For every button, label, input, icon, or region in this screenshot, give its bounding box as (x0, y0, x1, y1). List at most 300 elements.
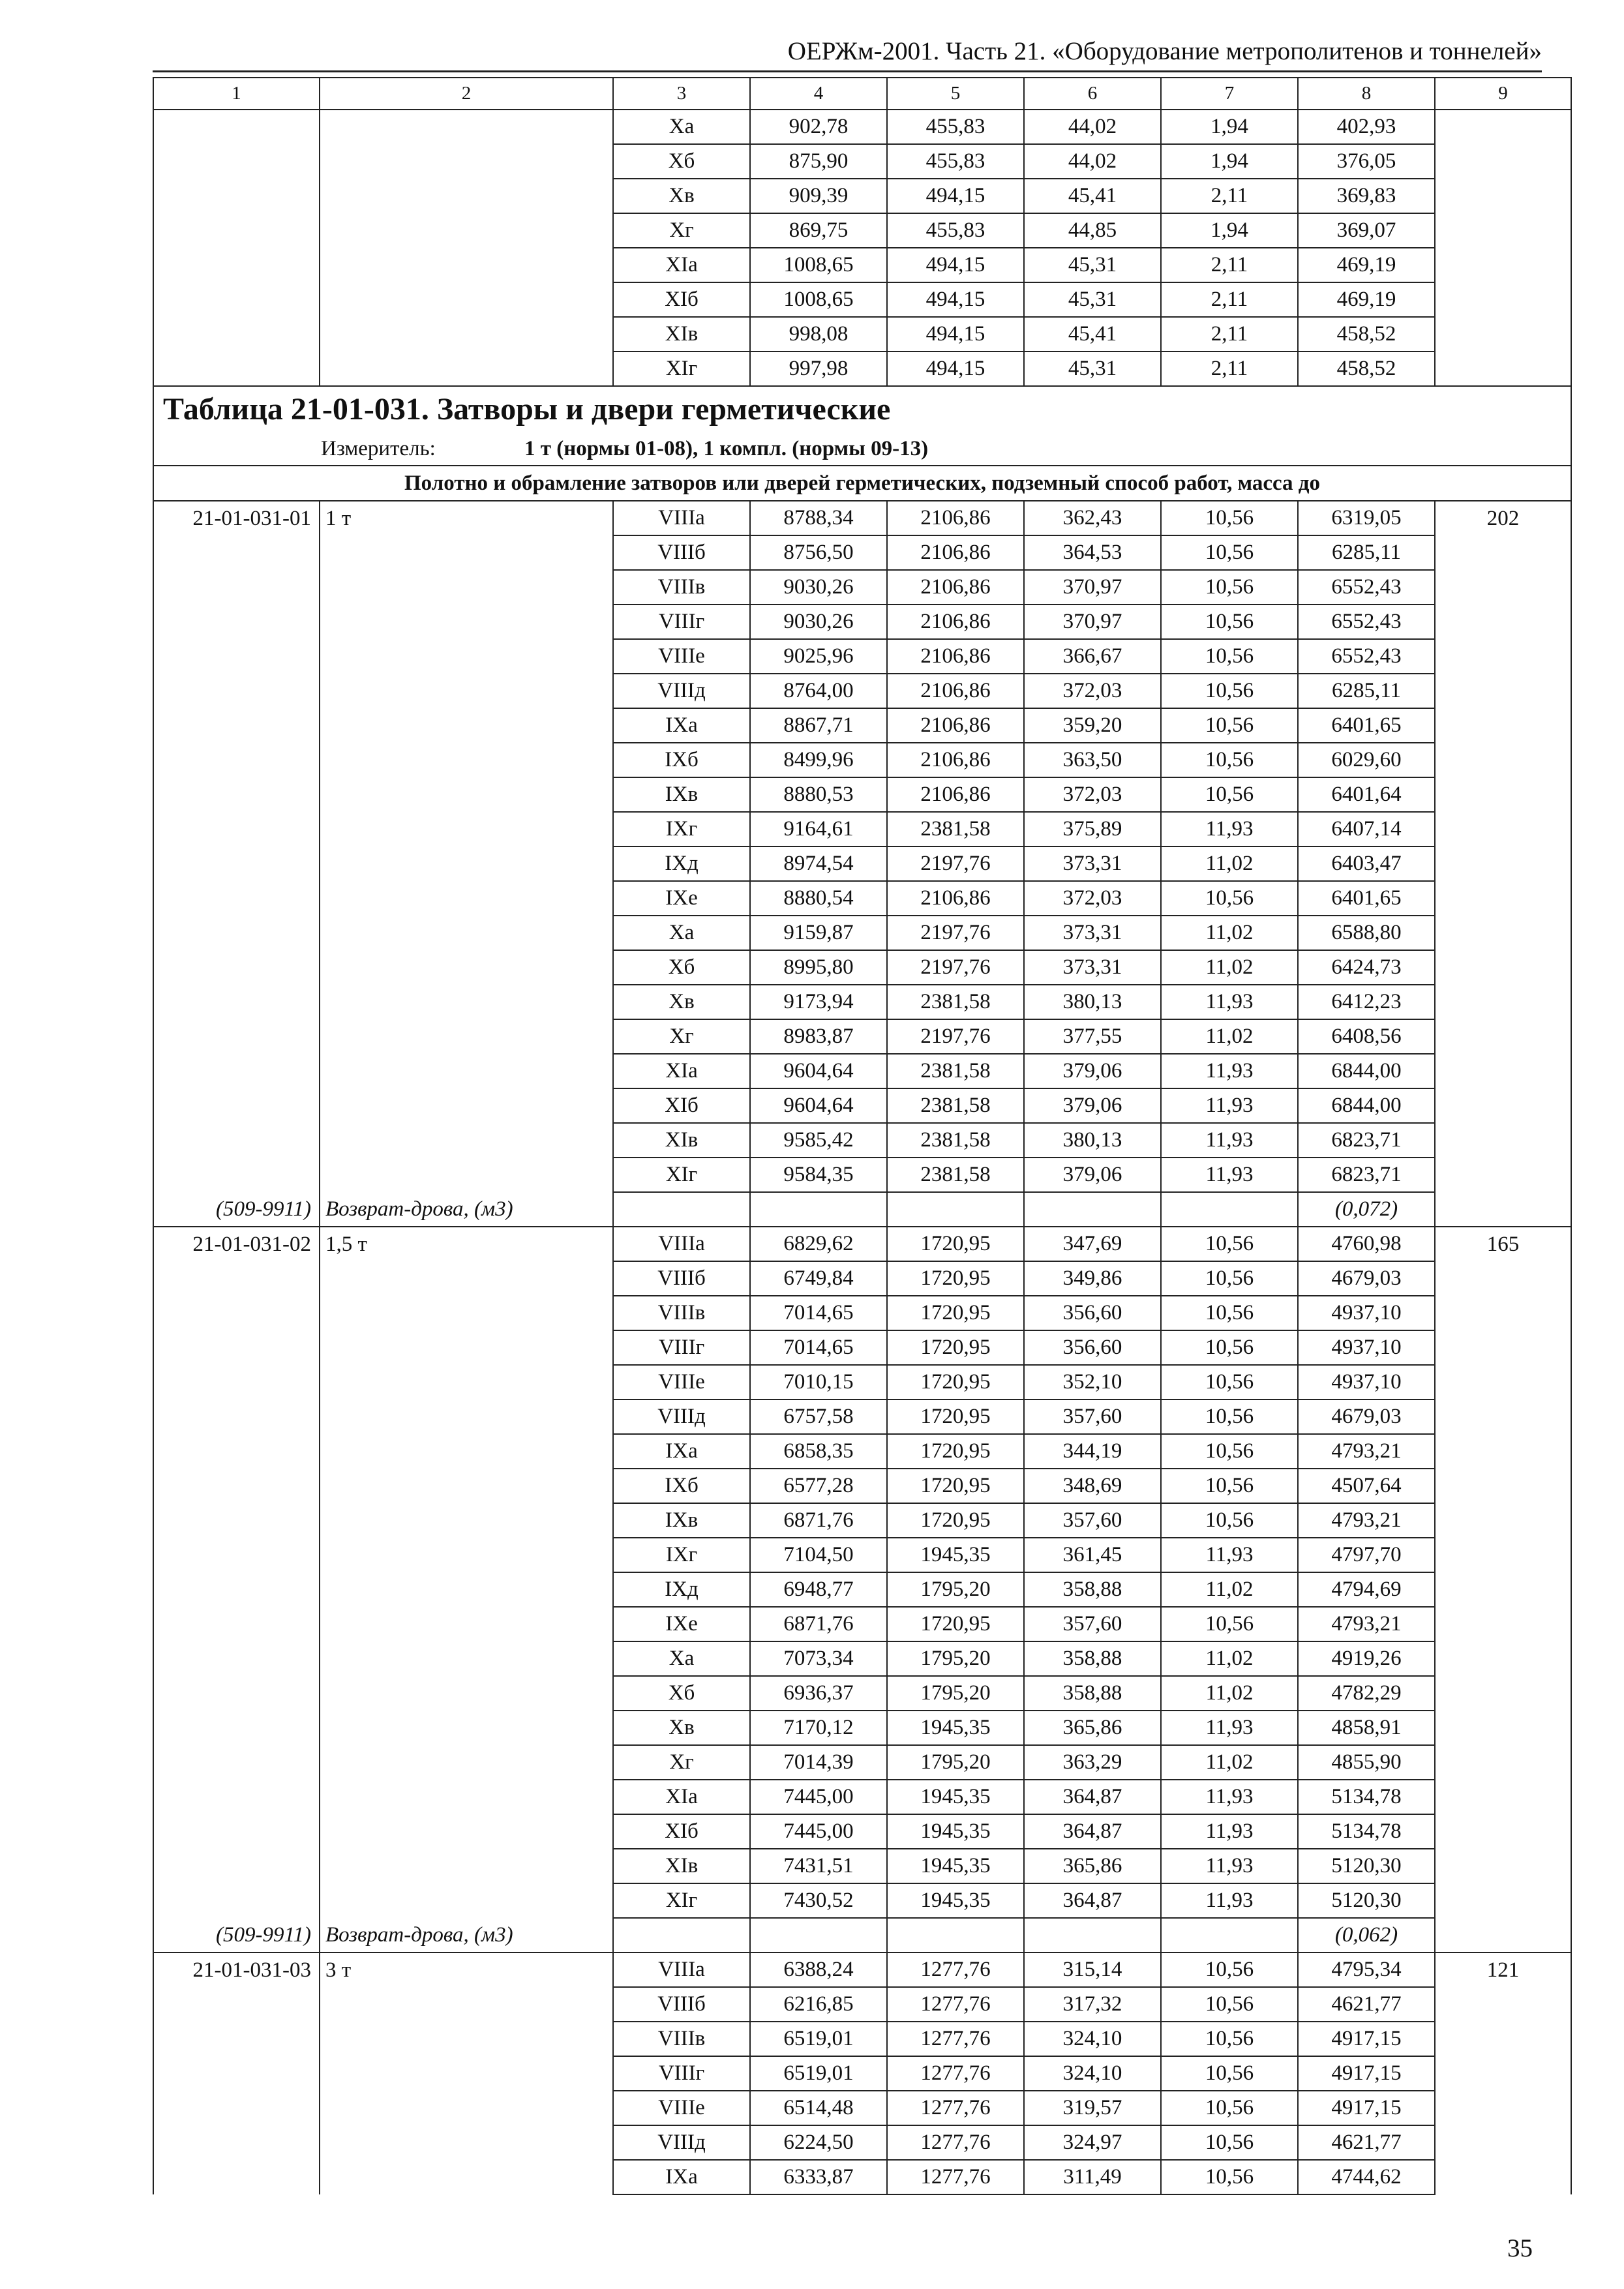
value-cell: VIIIд (613, 674, 750, 708)
column-numbers-row (153, 78, 1571, 110)
name-cell (320, 2022, 613, 2056)
value-cell: 348,69 (1024, 1469, 1161, 1503)
extra-cell (1435, 179, 1571, 213)
return-row (153, 1192, 1571, 1227)
value-cell: 44,02 (1024, 110, 1161, 144)
extra-cell (1435, 1711, 1571, 1745)
value-cell: 352,10 (1024, 1365, 1161, 1399)
table-row (153, 1883, 1571, 1918)
empty-cell (887, 1192, 1024, 1227)
table-row (153, 1538, 1571, 1572)
value-cell: 1277,76 (887, 2056, 1024, 2091)
value-cell: 11,02 (1161, 1019, 1298, 1054)
name-cell (320, 1503, 613, 1538)
value-cell: Xб (613, 1676, 750, 1711)
code-cell (153, 282, 320, 317)
value-cell: 10,56 (1161, 2056, 1298, 2091)
value-cell: 6844,00 (1298, 1054, 1435, 1088)
value-cell: 6401,65 (1298, 881, 1435, 916)
value-cell: 7014,65 (750, 1330, 887, 1365)
value-cell: Xа (613, 1641, 750, 1676)
value-cell: 1795,20 (887, 1641, 1024, 1676)
value-cell: 6424,73 (1298, 950, 1435, 985)
code-cell (153, 1572, 320, 1607)
value-cell: 494,15 (887, 317, 1024, 352)
value-cell: 11,93 (1161, 1883, 1298, 1918)
value-cell: 4744,62 (1298, 2160, 1435, 2194)
code-cell (153, 1330, 320, 1365)
name-cell (320, 1641, 613, 1676)
value-cell: IXе (613, 1607, 750, 1641)
table-row (153, 1158, 1571, 1192)
value-cell: Xг (613, 1019, 750, 1054)
value-cell: 2106,86 (887, 570, 1024, 605)
value-cell: VIIIг (613, 605, 750, 639)
value-cell: 324,10 (1024, 2022, 1161, 2056)
extra-cell (1435, 1780, 1571, 1814)
value-cell: 10,56 (1161, 2091, 1298, 2125)
value-cell: VIIIг (613, 2056, 750, 2091)
value-cell: 8983,87 (750, 1019, 887, 1054)
value-cell: 364,53 (1024, 535, 1161, 570)
value-cell: 6577,28 (750, 1469, 887, 1503)
name-cell (320, 1158, 613, 1192)
table-row (153, 1745, 1571, 1780)
value-cell: 11,02 (1161, 846, 1298, 881)
value-cell: 7014,39 (750, 1745, 887, 1780)
value-cell: 4917,15 (1298, 2022, 1435, 2056)
value-cell: 6823,71 (1298, 1158, 1435, 1192)
value-cell: Xа (613, 110, 750, 144)
value-cell: 11,93 (1161, 1849, 1298, 1883)
value-cell: 1795,20 (887, 1745, 1024, 1780)
code-cell (153, 1676, 320, 1711)
value-cell: 8880,54 (750, 881, 887, 916)
value-cell: 11,93 (1161, 1054, 1298, 1088)
value-cell: 7430,52 (750, 1883, 887, 1918)
value-cell: 2,11 (1161, 282, 1298, 317)
table-row (153, 1952, 1571, 1987)
value-cell: VIIIб (613, 1261, 750, 1296)
value-cell: 364,87 (1024, 1814, 1161, 1849)
table-row (153, 916, 1571, 950)
name-cell (320, 1469, 613, 1503)
table-title: Таблица 21-01-031. Затворы и двери герметические (153, 386, 1571, 432)
value-cell: 317,32 (1024, 1987, 1161, 2022)
value-cell: 10,56 (1161, 639, 1298, 674)
value-cell: XIа (613, 248, 750, 282)
extra-cell (1435, 1019, 1571, 1054)
value-cell: 359,20 (1024, 708, 1161, 743)
return-value: (0,062) (1298, 1918, 1435, 1952)
code-cell (153, 2022, 320, 2056)
value-cell: 347,69 (1024, 1227, 1161, 1261)
code-cell (153, 1503, 320, 1538)
extra-cell (1435, 812, 1571, 846)
code-cell (153, 1019, 320, 1054)
column-number: 4 (750, 78, 887, 110)
value-cell: 1720,95 (887, 1469, 1024, 1503)
value-cell: 366,67 (1024, 639, 1161, 674)
value-cell: 2106,86 (887, 881, 1024, 916)
value-cell: 315,14 (1024, 1952, 1161, 1987)
value-cell: 1720,95 (887, 1227, 1024, 1261)
value-cell: 6844,00 (1298, 1088, 1435, 1123)
value-cell: VIIIд (613, 1399, 750, 1434)
extra-cell (1435, 2056, 1571, 2091)
table-row (153, 1365, 1571, 1399)
value-cell: 875,90 (750, 144, 887, 179)
value-cell: 7445,00 (750, 1814, 887, 1849)
table-row (153, 248, 1571, 282)
table-row (153, 2160, 1571, 2194)
code-cell (153, 2160, 320, 2194)
name-cell (320, 674, 613, 708)
header-rule (153, 70, 1542, 72)
value-cell: 4937,10 (1298, 1296, 1435, 1330)
value-cell: 7445,00 (750, 1780, 887, 1814)
table-row (153, 1434, 1571, 1469)
name-cell (320, 2160, 613, 2194)
extra-cell (1435, 1434, 1571, 1469)
name-cell (320, 1261, 613, 1296)
code-cell (153, 2125, 320, 2160)
page-number: 35 (1507, 2234, 1533, 2262)
value-cell: 6333,87 (750, 2160, 887, 2194)
value-cell: 2381,58 (887, 1123, 1024, 1158)
value-cell: VIIIе (613, 2091, 750, 2125)
table-row (153, 535, 1571, 570)
name-cell (320, 282, 613, 317)
value-cell: 324,97 (1024, 2125, 1161, 2160)
name-cell (320, 1572, 613, 1607)
extra-cell (1435, 1745, 1571, 1780)
value-cell: 2381,58 (887, 1158, 1024, 1192)
empty-cell (613, 1192, 750, 1227)
extra-cell (1435, 110, 1571, 144)
value-cell: 4797,70 (1298, 1538, 1435, 1572)
value-cell: 311,49 (1024, 2160, 1161, 2194)
value-cell: 10,56 (1161, 674, 1298, 708)
table-row (153, 1399, 1571, 1434)
table-row (153, 144, 1571, 179)
norm-code: 21-01-031-03 (153, 1952, 320, 1987)
value-cell: 349,86 (1024, 1261, 1161, 1296)
value-cell: IXг (613, 1538, 750, 1572)
value-cell: 1945,35 (887, 1538, 1024, 1572)
extra-cell (1435, 950, 1571, 985)
value-cell: 10,56 (1161, 1434, 1298, 1469)
extra-cell (1435, 1399, 1571, 1434)
value-cell: 10,56 (1161, 2160, 1298, 2194)
name-cell (320, 846, 613, 881)
code-cell (153, 605, 320, 639)
value-cell: 357,60 (1024, 1607, 1161, 1641)
value-cell: 2106,86 (887, 777, 1024, 812)
name-cell (320, 1123, 613, 1158)
value-cell: 373,31 (1024, 916, 1161, 950)
value-cell: 1277,76 (887, 2022, 1024, 2056)
value-cell: VIIIа (613, 501, 750, 535)
name-cell (320, 2056, 613, 2091)
value-cell: 1277,76 (887, 1987, 1024, 2022)
value-cell: 11,93 (1161, 985, 1298, 1019)
value-cell: 4794,69 (1298, 1572, 1435, 1607)
value-cell: 6552,43 (1298, 639, 1435, 674)
value-cell: 6319,05 (1298, 501, 1435, 535)
value-cell: 11,93 (1161, 1538, 1298, 1572)
value-cell: 369,07 (1298, 213, 1435, 248)
extra-cell (1435, 639, 1571, 674)
code-cell (153, 916, 320, 950)
value-cell: 361,45 (1024, 1538, 1161, 1572)
value-cell: 6552,43 (1298, 570, 1435, 605)
value-cell: 4679,03 (1298, 1261, 1435, 1296)
value-cell: 11,93 (1161, 1780, 1298, 1814)
table-body (153, 78, 1571, 2194)
table-row (153, 1607, 1571, 1641)
code-cell (153, 1399, 320, 1434)
value-cell: 45,41 (1024, 179, 1161, 213)
name-cell (320, 777, 613, 812)
name-cell (320, 1088, 613, 1123)
value-cell: 10,56 (1161, 1261, 1298, 1296)
table-row (153, 1054, 1571, 1088)
value-cell: 5134,78 (1298, 1780, 1435, 1814)
value-cell: 1720,95 (887, 1434, 1024, 1469)
extra-cell (1435, 1814, 1571, 1849)
value-cell: 4793,21 (1298, 1503, 1435, 1538)
table-row (153, 1711, 1571, 1745)
value-cell: 2197,76 (887, 916, 1024, 950)
value-cell: 380,13 (1024, 985, 1161, 1019)
table-row (153, 110, 1571, 144)
value-cell: 6871,76 (750, 1607, 887, 1641)
value-cell: 11,02 (1161, 1641, 1298, 1676)
extra-cell (1435, 916, 1571, 950)
code-cell (153, 1814, 320, 1849)
code-cell (153, 1123, 320, 1158)
value-cell: XIа (613, 1780, 750, 1814)
empty-cell (750, 1192, 887, 1227)
value-cell: 458,52 (1298, 352, 1435, 386)
code-cell (153, 317, 320, 352)
extra-cell (1435, 1849, 1571, 1883)
name-cell (320, 1019, 613, 1054)
name-cell (320, 605, 613, 639)
value-cell: 469,19 (1298, 248, 1435, 282)
value-cell: 6871,76 (750, 1503, 887, 1538)
code-cell (153, 1296, 320, 1330)
extra-cell (1435, 1365, 1571, 1399)
value-cell: 8499,96 (750, 743, 887, 777)
value-cell: 2106,86 (887, 639, 1024, 674)
column-number: 2 (320, 78, 613, 110)
value-cell: 8756,50 (750, 535, 887, 570)
value-cell: 344,19 (1024, 1434, 1161, 1469)
value-cell: VIIIа (613, 1227, 750, 1261)
value-cell: 376,05 (1298, 144, 1435, 179)
value-cell: 10,56 (1161, 535, 1298, 570)
value-cell: 1720,95 (887, 1607, 1024, 1641)
code-cell (153, 248, 320, 282)
value-cell: IXб (613, 743, 750, 777)
norm-code: 21-01-031-02 (153, 1227, 320, 1261)
value-cell: Xв (613, 1711, 750, 1745)
empty-cell (1024, 1918, 1161, 1952)
code-cell (153, 110, 320, 144)
value-cell: IXв (613, 1503, 750, 1538)
code-cell (153, 1261, 320, 1296)
value-cell: 4919,26 (1298, 1641, 1435, 1676)
name-cell (320, 1399, 613, 1434)
extra-cell (1435, 1261, 1571, 1296)
extra-cell (1435, 708, 1571, 743)
value-cell: 9584,35 (750, 1158, 887, 1192)
value-cell: VIIIв (613, 570, 750, 605)
code-cell (153, 1780, 320, 1814)
value-cell: 4855,90 (1298, 1745, 1435, 1780)
value-cell: 6757,58 (750, 1399, 887, 1434)
value-cell: 1720,95 (887, 1261, 1024, 1296)
value-cell: 1945,35 (887, 1849, 1024, 1883)
table-row (153, 1987, 1571, 2022)
value-cell: 6519,01 (750, 2022, 887, 2056)
value-cell: 2197,76 (887, 950, 1024, 985)
value-cell: 1720,95 (887, 1296, 1024, 1330)
value-cell: 10,56 (1161, 777, 1298, 812)
value-cell: 4621,77 (1298, 2125, 1435, 2160)
empty-cell (613, 1918, 750, 1952)
extra-cell (1435, 1641, 1571, 1676)
name-cell (320, 2125, 613, 2160)
code-cell (153, 777, 320, 812)
measure-value: 1 т (нормы 01-08), 1 компл. (нормы 09-13) (524, 437, 929, 460)
value-cell: 9604,64 (750, 1054, 887, 1088)
value-cell: 6216,85 (750, 1987, 887, 2022)
return-row (153, 1918, 1571, 1952)
value-cell: 869,75 (750, 213, 887, 248)
name-cell (320, 1607, 613, 1641)
value-cell: 455,83 (887, 144, 1024, 179)
value-cell: 1720,95 (887, 1399, 1024, 1434)
table-row (153, 985, 1571, 1019)
name-cell (320, 916, 613, 950)
value-cell: 1945,35 (887, 1780, 1024, 1814)
value-cell: 1795,20 (887, 1572, 1024, 1607)
value-cell: 998,08 (750, 317, 887, 352)
value-cell: Xг (613, 1745, 750, 1780)
value-cell: 7073,34 (750, 1641, 887, 1676)
measure-row (153, 432, 1571, 466)
extra-cell (1435, 985, 1571, 1019)
table-row (153, 2022, 1571, 2056)
table-row (153, 1572, 1571, 1607)
value-cell: 9025,96 (750, 639, 887, 674)
column-number: 7 (1161, 78, 1298, 110)
value-cell: IXд (613, 846, 750, 881)
value-cell: 997,98 (750, 352, 887, 386)
value-cell: VIIIв (613, 2022, 750, 2056)
value-cell: 10,56 (1161, 501, 1298, 535)
table-row (153, 1261, 1571, 1296)
value-cell: 7010,15 (750, 1365, 887, 1399)
code-cell (153, 144, 320, 179)
value-cell: 358,88 (1024, 1572, 1161, 1607)
value-cell: 10,56 (1161, 1399, 1298, 1434)
name-cell (320, 1745, 613, 1780)
code-cell (153, 985, 320, 1019)
value-cell: 375,89 (1024, 812, 1161, 846)
value-cell: 10,56 (1161, 1952, 1298, 1987)
code-cell (153, 1987, 320, 2022)
value-cell: 1277,76 (887, 2125, 1024, 2160)
extra-cell (1435, 1296, 1571, 1330)
value-cell: 358,88 (1024, 1676, 1161, 1711)
name-cell (320, 2091, 613, 2125)
extra-cell (1435, 2022, 1571, 2056)
code-cell (153, 1538, 320, 1572)
value-cell: 365,86 (1024, 1711, 1161, 1745)
value-cell: 44,02 (1024, 144, 1161, 179)
name-cell (320, 812, 613, 846)
extra-cell (1435, 1538, 1571, 1572)
code-cell (153, 1054, 320, 1088)
value-cell: 364,87 (1024, 1883, 1161, 1918)
column-number: 8 (1298, 78, 1435, 110)
value-cell: XIг (613, 352, 750, 386)
code-cell (153, 639, 320, 674)
code-cell (153, 1088, 320, 1123)
value-cell: 11,02 (1161, 950, 1298, 985)
value-cell: 11,93 (1161, 812, 1298, 846)
extra-cell (1435, 1572, 1571, 1607)
name-cell (320, 708, 613, 743)
extra-cell (1435, 1330, 1571, 1365)
table-row (153, 812, 1571, 846)
value-cell: 4917,15 (1298, 2091, 1435, 2125)
value-cell: 10,56 (1161, 2022, 1298, 2056)
value-cell: 2381,58 (887, 985, 1024, 1019)
return-code: (509-9911) (153, 1192, 320, 1227)
value-cell: VIIIд (613, 2125, 750, 2160)
code-cell (153, 213, 320, 248)
norm-name: 1,5 т (320, 1227, 613, 1261)
extra-cell (1435, 605, 1571, 639)
table-row (153, 1227, 1571, 1261)
value-cell: 4937,10 (1298, 1330, 1435, 1365)
value-cell: XIб (613, 1088, 750, 1123)
value-cell: 6285,11 (1298, 674, 1435, 708)
value-cell: 7431,51 (750, 1849, 887, 1883)
table-row (153, 1088, 1571, 1123)
code-cell (153, 950, 320, 985)
value-cell: 2106,86 (887, 743, 1024, 777)
value-cell: 2197,76 (887, 846, 1024, 881)
value-cell: 6519,01 (750, 2056, 887, 2091)
value-cell: VIIIб (613, 535, 750, 570)
value-cell: 1,94 (1161, 144, 1298, 179)
page-header: ОЕРЖм-2001. Часть 21. «Оборудование метрополитенов и тоннелей» (787, 37, 1542, 65)
value-cell: Xб (613, 144, 750, 179)
name-cell (320, 179, 613, 213)
value-cell: VIIIб (613, 1987, 750, 2022)
value-cell: 455,83 (887, 110, 1024, 144)
value-cell: 6552,43 (1298, 605, 1435, 639)
code-cell (153, 1711, 320, 1745)
norm-code: 21-01-031-01 (153, 501, 320, 535)
section-heading: Полотно и обрамление затворов или дверей герметических, подземный способ работ, масса до (153, 466, 1571, 501)
